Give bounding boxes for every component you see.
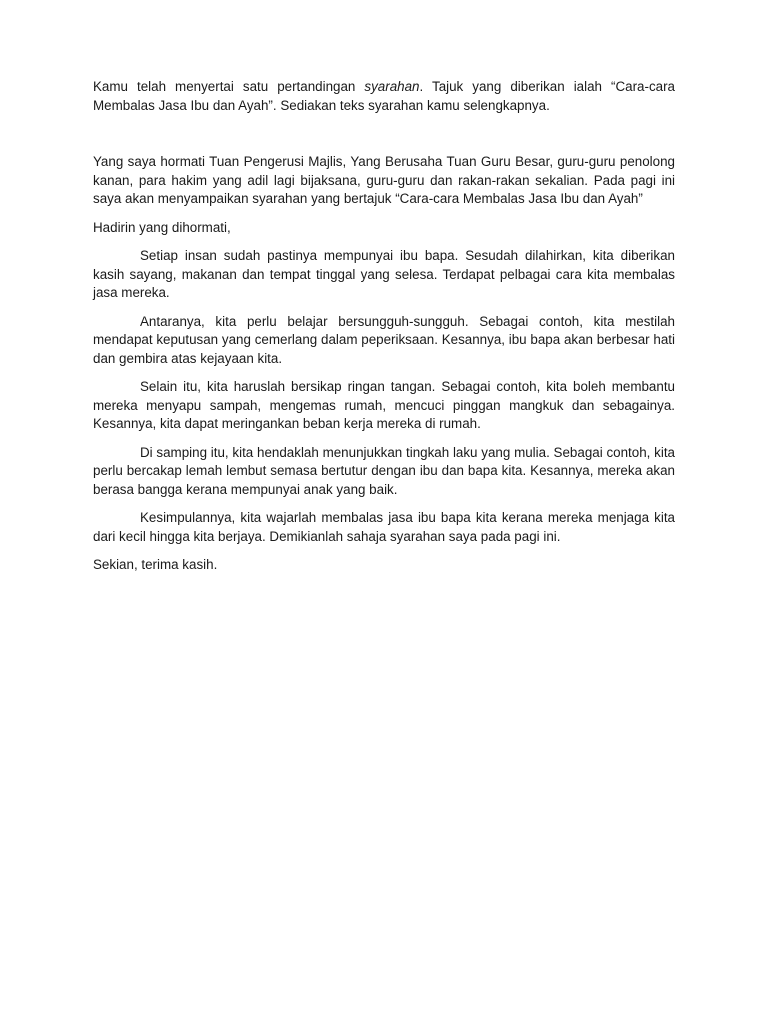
speech-paragraph-2: Antaranya, kita perlu belajar bersungguh-sungguh. Sebagai contoh, kita mestilah mendapat keputusan yang cemerlang dalam peperiksaan. Kesannya, ibu bapa akan berbesar hati dan gembira atas kejayaan kita.: [93, 313, 675, 366]
speech-paragraph-1: Setiap insan sudah pastinya mempunyai ibu bapa. Sesudah dilahirkan, kita diberikan kasih sayang, makanan dan tempat tinggal yang selesa. Terdapat pelbagai cara kita membalas jasa mereka.: [93, 248, 675, 300]
essay-prompt-text-start: Kamu telah menyertai satu pertandingan: [93, 79, 365, 94]
essay-prompt-text-end: . Tajuk yang diberikan ialah “Cara-cara Membalas Jasa Ibu dan Ayah”. Sediakan teks syarahan kamu selengkapnya.: [93, 79, 675, 113]
speech-paragraph-5: Kesimpulannya, kita wajarlah membalas jasa ibu bapa kita kerana mereka menjaga kita dari kecil hingga kita berjaya. Demikianlah sahaja syarahan saya pada pagi ini.: [93, 510, 675, 544]
document-page: [93, 78, 675, 575]
speech-greeting: Hadirin yang dihormati,: [93, 219, 231, 235]
essay-prompt: [93, 78, 675, 115]
speech-closing: Sekian, terima kasih.: [93, 557, 218, 572]
speech-opening: Yang saya hormati Tuan Pengerusi Majlis, Yang Berusaha Tuan Guru Besar, guru-guru penolong kanan, para hakim yang adil lagi bijaksana, guru-guru dan rakan-rakan sekalian. Pada pagi ini saya akan menyampaikan syarahan yang bertajuk “Cara-cara Membalas Jasa Ibu dan Ayah”: [93, 154, 675, 206]
essay-prompt-italic-term: syarahan: [364, 79, 420, 94]
speech-paragraph-3: Selain itu, kita haruslah bersikap ringan tangan. Sebagai contoh, kita boleh membantu mereka menyapu sampah, mengemas rumah, mencuci pinggan mangkuk dan sebagainya. Kesannya, kita dapat meringankan beban kerja mereka di rumah.: [93, 379, 675, 431]
speech-paragraph-4: Di samping itu, kita hendaklah menunjukkan tingkah laku yang mulia. Sebagai contoh, kita perlu bercakap lemah lembut semasa bertutur dengan ibu dan bapa kita. Kesannya, mereka akan berasa bangga kerana mempunyai anak yang baik.: [93, 444, 675, 497]
